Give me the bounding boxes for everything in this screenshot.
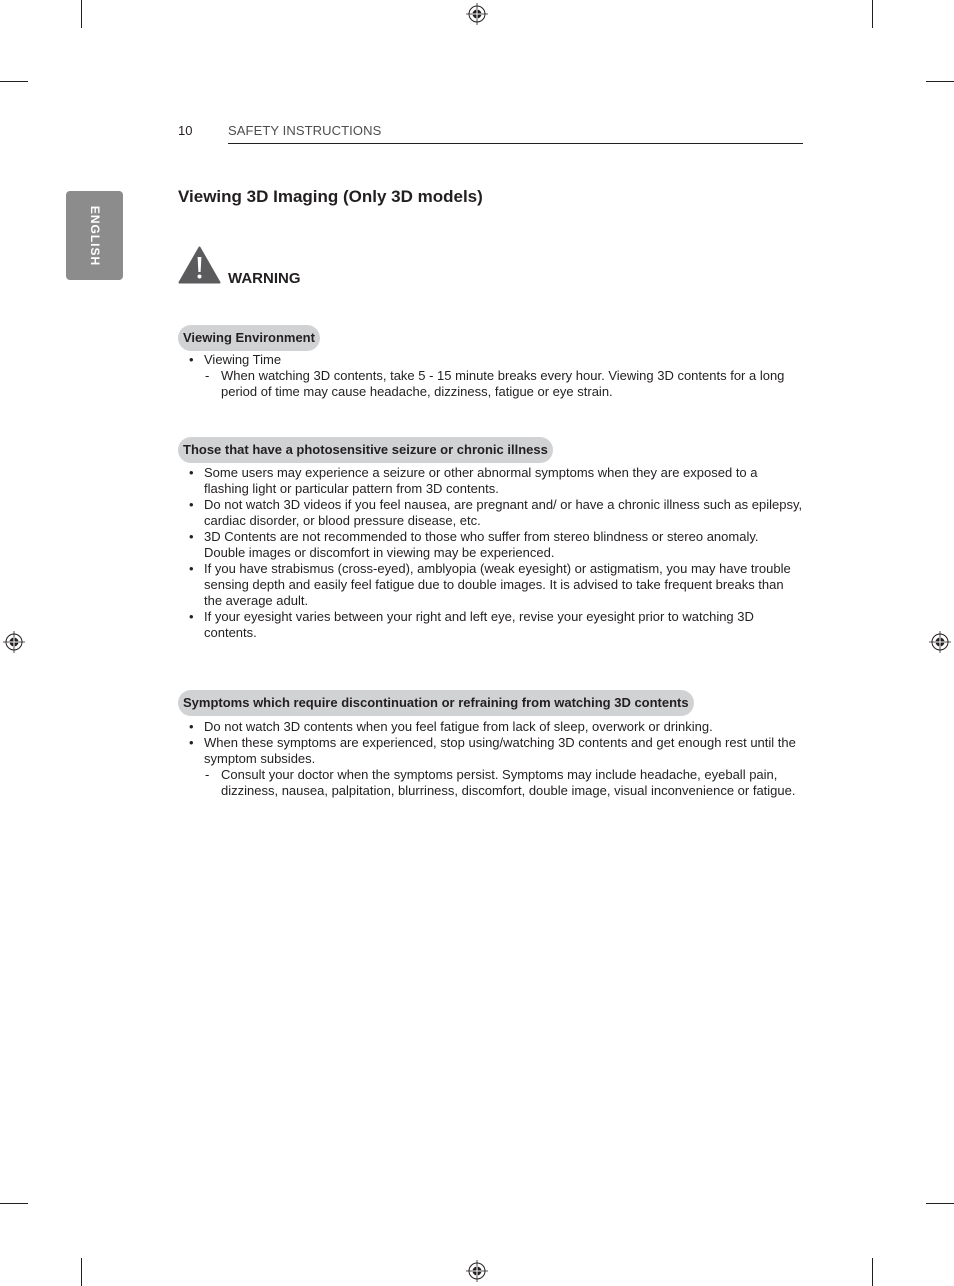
list-item: • 3D Contents are not recommended to those who suffer from stereo blindness or stereo anomaly. Double images or discomfort in viewing may be experienced. (178, 529, 803, 561)
crop-mark-top-right-h (926, 81, 954, 82)
bullet-list (178, 719, 803, 799)
list-item: • If you have strabismus (cross-eyed), amblyopia (weak eyesight) or astigmatism, you may have trouble sensing depth and easily feel fatigue due to double images. It is advised to take frequent breaks than the average adult. (178, 561, 803, 609)
sub-list (204, 368, 803, 400)
bullet-list (178, 352, 803, 400)
crop-mark-bottom-left-h (0, 1203, 28, 1204)
list-item (178, 735, 803, 799)
crop-mark-top-right-v (872, 0, 873, 28)
bullet-list (178, 465, 803, 641)
crop-mark-bottom-left-v (81, 1258, 82, 1286)
list-item-text: When these symptoms are experienced, stop using/watching 3D contents and get enough rest until the symptom subsides. (204, 735, 796, 766)
header-rule (228, 143, 803, 144)
warning-label: WARNING (228, 270, 301, 287)
list-item (178, 352, 803, 400)
warning-triangle-icon (178, 246, 221, 284)
crop-mark-bottom-right-v (872, 1258, 873, 1286)
registration-mark-icon (466, 1260, 488, 1282)
crop-mark-top-left-h (0, 81, 28, 82)
language-tab-label: ENGLISH (87, 205, 102, 266)
registration-mark-icon (466, 3, 488, 25)
list-item: • Do not watch 3D videos if you feel nausea, are pregnant and/ or have a chronic illness such as epilepsy, cardiac disorder, or blood pressure disease, etc. (178, 497, 803, 529)
crop-mark-bottom-right-h (926, 1203, 954, 1204)
sub-list-item: - Consult your doctor when the symptoms persist. Symptoms may include headache, eyeball pain, dizziness, nausea, palpitation, blurriness, discomfort, double image, visual inconvenience or fatigue. (204, 767, 803, 799)
registration-mark-icon (3, 631, 25, 653)
page-number: 10 (178, 123, 193, 138)
sub-list-item: - When watching 3D contents, take 5 - 15 minute breaks every hour. Viewing 3D contents for a long period of time may cause headache, dizziness, fatigue or eye strain. (204, 368, 803, 400)
section-name: SAFETY INSTRUCTIONS (228, 123, 382, 138)
list-item: • Some users may experience a seizure or other abnormal symptoms when they are exposed to a flashing light or particular pattern from 3D contents. (178, 465, 803, 497)
section-heading-photosensitive: Those that have a photosensitive seizure or chronic illness (178, 437, 553, 463)
list-item-text: Viewing Time (204, 352, 282, 367)
registration-mark-icon (929, 631, 951, 653)
list-item: • Do not watch 3D contents when you feel fatigue from lack of sleep, overwork or drinking. (178, 719, 803, 735)
section-heading-viewing-environment: Viewing Environment (178, 325, 320, 351)
page-header (178, 123, 803, 145)
section-heading-symptoms: Symptoms which require discontinuation or refraining from watching 3D contents (178, 690, 694, 716)
language-tab (66, 191, 123, 280)
page-title: Viewing 3D Imaging (Only 3D models) (178, 187, 483, 206)
crop-mark-top-left-v (81, 0, 82, 28)
sub-list (204, 767, 803, 799)
list-item: • If your eyesight varies between your right and left eye, revise your eyesight prior to watching 3D contents. (178, 609, 803, 641)
